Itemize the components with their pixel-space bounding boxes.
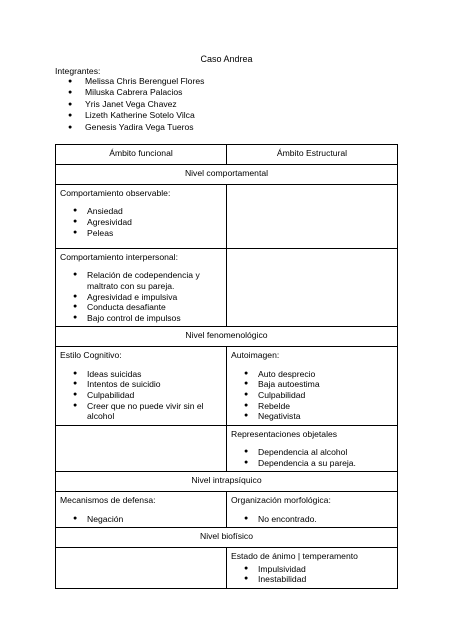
list-item: ● Culpabilidad (73, 390, 222, 401)
cell-title: Comportamiento interpersonal: (60, 252, 178, 262)
cell-estilo-cognitivo (56, 347, 227, 425)
list-item: ● Ansiedad (73, 206, 222, 217)
list-item: ● Negativista (244, 411, 393, 422)
list-item: ● No encontrado. (244, 514, 393, 525)
cell-title: Autoimagen: (231, 350, 280, 361)
list-item: ● Creer que no puede vivir sin el alcohol (73, 401, 222, 422)
table-row (56, 185, 398, 249)
list-item: ● Agresividad (73, 217, 222, 228)
bullet-list (244, 514, 393, 525)
section-nivel-biofisico: Nivel biofísico (56, 528, 398, 548)
list-item: ● Auto desprecio (244, 369, 393, 380)
cell-organizacion-morfologica (227, 492, 398, 528)
bullet-list (73, 206, 222, 238)
bullet-list (244, 369, 393, 422)
list-item: ● Bajo control de impulsos (73, 313, 222, 324)
table-row (56, 425, 398, 472)
list-item: ● Conducta desafiante (73, 302, 222, 313)
empty-cell (227, 185, 398, 249)
bullet-list (73, 369, 222, 422)
header-ambito-funcional: Ámbito funcional (56, 145, 227, 165)
cell-representaciones-objetales (227, 425, 398, 472)
bullet-list (73, 514, 222, 525)
cell-comportamiento-interpersonal (56, 249, 227, 327)
table-row (56, 347, 398, 425)
list-item: ● Dependencia a su pareja. (244, 458, 393, 469)
members-label: Integrantes: (55, 66, 101, 76)
bullet-list (73, 270, 222, 323)
header-ambito-estructural: Ámbito Estructural (227, 145, 398, 165)
member-item: ● Lizeth Katherine Sotelo Vilca (68, 110, 204, 121)
empty-cell (56, 548, 227, 589)
cell-comportamiento-observable (56, 185, 227, 249)
members-list (68, 76, 204, 133)
list-item: ● Ideas suicidas (73, 369, 222, 380)
empty-cell (227, 249, 398, 327)
section-row (56, 528, 398, 548)
cell-title: Estado de ánimo | temperamento (231, 551, 358, 562)
cell-mecanismos-defensa (56, 492, 227, 528)
list-item: ● Agresividad e impulsiva (73, 292, 222, 303)
list-item: ● Inestabilidad (244, 574, 393, 585)
section-row (56, 165, 398, 185)
table-header-row (56, 145, 398, 165)
member-item: ● Miluska Cabrera Palacios (68, 87, 204, 98)
list-item: ● Rebelde (244, 401, 393, 412)
member-item: ● Melissa Chris Berenguel Flores (68, 76, 204, 87)
table-row (56, 548, 398, 589)
section-nivel-intrapsiquico: Nivel intrapsíquico (56, 472, 398, 492)
list-item: ● Impulsividad (244, 564, 393, 575)
table-row (56, 249, 398, 327)
list-item: ● Peleas (73, 228, 222, 239)
table-row (56, 492, 398, 528)
member-item: ● Genesis Yadira Vega Tueros (68, 122, 204, 133)
list-item: ● Culpabilidad (244, 390, 393, 401)
list-item: ● Dependencia al alcohol (244, 447, 393, 458)
section-row (56, 472, 398, 492)
bullet-list (244, 447, 393, 468)
member-item: ● Yris Janet Vega Chavez (68, 99, 204, 110)
bullet-list (244, 564, 393, 585)
list-item: ● Baja autoestima (244, 379, 393, 390)
cell-estado-animo (227, 548, 398, 589)
list-item: ● Relación de codependencia y maltrato con su pareja. (73, 270, 222, 291)
document-title: Caso Andrea (200, 54, 253, 64)
cell-autoimagen (227, 347, 398, 425)
cell-title: Representaciones objetales (231, 428, 338, 439)
section-nivel-fenomenologico: Nivel fenomenológico (56, 327, 398, 347)
list-item: ● Intentos de suicidio (73, 379, 222, 390)
section-row (56, 327, 398, 347)
analysis-table (55, 144, 398, 589)
cell-title: Estilo Cognitivo: (60, 350, 122, 361)
section-nivel-comportamental: Nivel comportamental (56, 165, 398, 185)
empty-cell (56, 425, 227, 472)
cell-title: Organización morfológica: (231, 495, 331, 506)
cell-title: Mecanismos de defensa: (60, 495, 156, 506)
list-item: ● Negación (73, 514, 222, 525)
cell-title: Comportamiento observable: (60, 188, 171, 198)
